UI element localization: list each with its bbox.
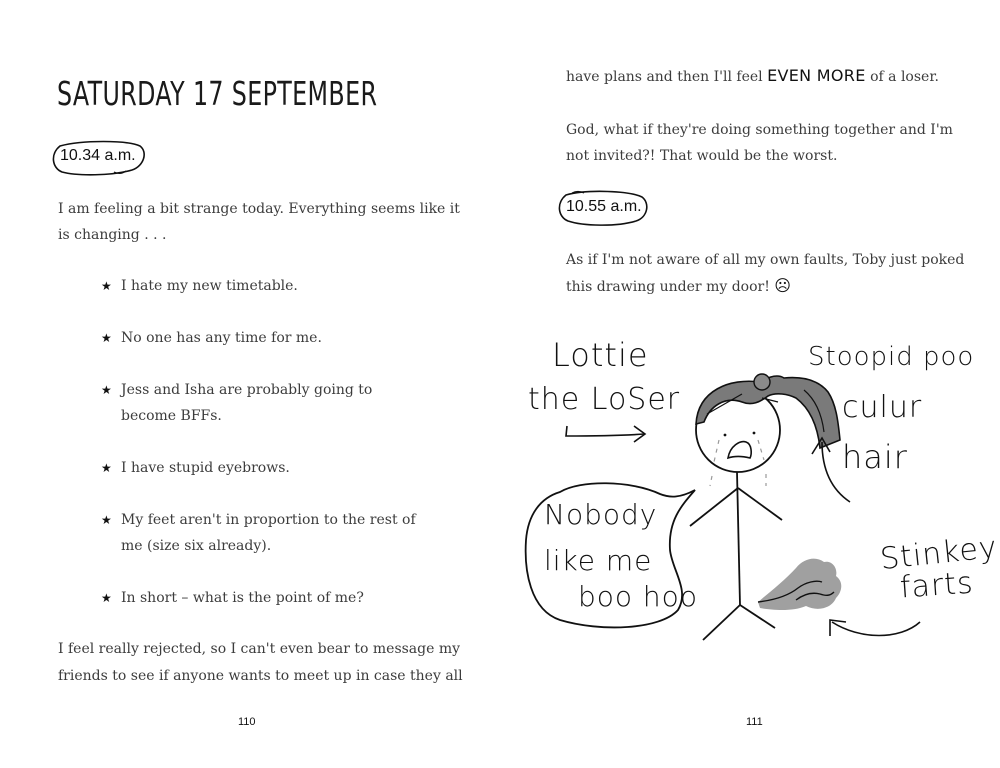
page-number: 110 xyxy=(238,716,256,728)
time-badge xyxy=(52,140,144,174)
left-page: SATURDAY 17 SEPTEMBER 10.34 a.m. I am feeling a bit strange today. Everything seems like it is changing . . . ★ I hate my new timetable. ★ No one has any time for me. ★ Jess and Isha are probably going to become BFFs. ★ I have stupid eyebrows. ★ My feet aren't in proportion to the rest of me (size six already). ★ In short – what is the point of me? I feel really rejected, so I can't even bear to message my friends to see if anyone wants to meet up in case they all 110 xyxy=(0,0,500,768)
star-icon: ★ xyxy=(101,591,112,605)
speech-line-3: boo hoo xyxy=(578,580,698,613)
time-badge-text: 10.34 a.m. xyxy=(60,147,136,164)
page-number: 111 xyxy=(746,716,763,728)
time-badge xyxy=(558,191,650,225)
label-hair-line-1: Stoopid poo xyxy=(808,342,975,372)
star-icon: ★ xyxy=(101,383,112,397)
continued-line: have plans and then I'll feel EVEN MORE of a loser. xyxy=(566,66,939,85)
page-heading-date: SATURDAY 17 SEPTEMBER xyxy=(57,74,378,113)
label-farts-line-2: farts xyxy=(898,565,975,606)
label-name-line-2: the LoSer xyxy=(528,382,681,417)
closing-line-1: I feel really rejected, so I can't even bear to message my xyxy=(58,641,461,657)
label-hair-line-2: culur xyxy=(842,390,923,425)
intro-line-1: I am feeling a bit strange today. Everything seems like it xyxy=(58,201,460,217)
star-icon: ★ xyxy=(101,461,112,475)
emphasis-text: EVEN MORE xyxy=(767,66,866,85)
star-icon: ★ xyxy=(101,513,112,527)
time-badge-text: 10.55 a.m. xyxy=(566,198,642,215)
para2-line-2: not invited?! That would be the worst. xyxy=(566,148,838,164)
speech-line-1: Nobody xyxy=(544,498,658,531)
sad-face-icon: ☹ xyxy=(774,276,791,295)
star-icon: ★ xyxy=(101,279,112,293)
closing-line-2: friends to see if anyone wants to meet up in case they all xyxy=(58,668,463,684)
para2-line-1: God, what if they're doing something together and I'm xyxy=(566,122,953,138)
para3-line-1: As if I'm not aware of all my own faults, Toby just poked xyxy=(566,252,965,268)
label-name-line-1: Lottie xyxy=(552,336,649,374)
speech-line-2: like me xyxy=(544,544,653,577)
label-hair-line-3: hair xyxy=(842,438,908,476)
para3-line-2: this drawing under my door! ☹ xyxy=(566,276,791,295)
star-icon: ★ xyxy=(101,331,112,345)
label-farts-line-1: Stinkey xyxy=(878,529,1000,578)
stick-figure-drawing xyxy=(520,330,1000,660)
fart-cloud-shape xyxy=(758,559,841,610)
intro-line-2: is changing . . . xyxy=(58,227,167,243)
